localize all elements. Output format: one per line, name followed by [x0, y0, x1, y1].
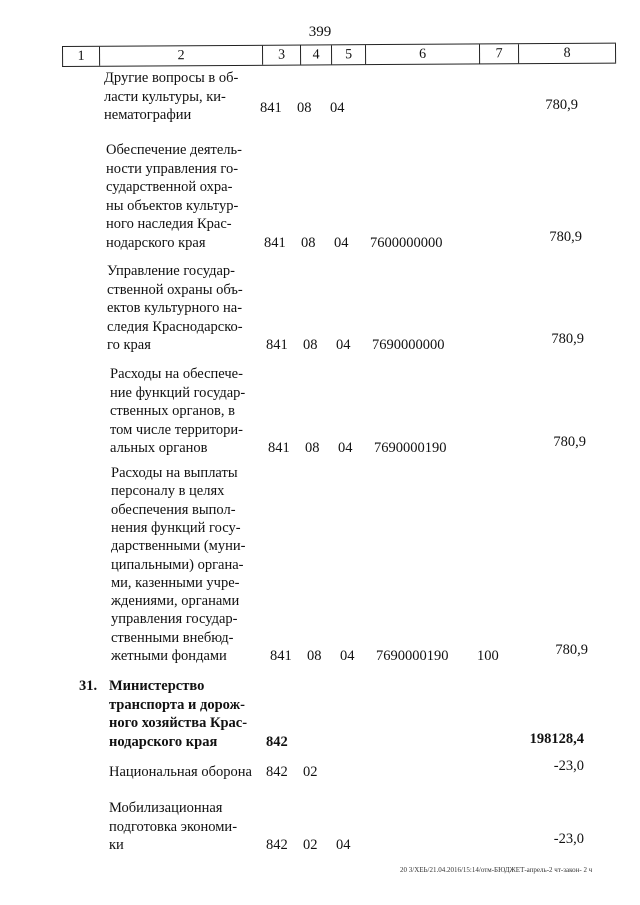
row-name-line: Расходы на выплаты: [111, 465, 238, 481]
column-header-6: 6: [366, 44, 480, 64]
row-code-section: 08: [297, 100, 312, 116]
column-header-2: 2: [100, 46, 263, 66]
row-name-line: Расходы на обеспече-: [110, 366, 243, 382]
table-row: [0, 678, 640, 754]
table-row: [0, 263, 640, 357]
row-code-admin: 841: [260, 100, 282, 116]
row-name-line: ждениями, органами: [111, 593, 240, 610]
row-number: 31.: [79, 678, 98, 694]
page-number: 399: [308, 24, 332, 40]
row-code-subsection: 04: [338, 440, 353, 456]
row-code-admin: 841: [270, 648, 292, 664]
row-code-section: 08: [301, 234, 316, 251]
table-row: [0, 142, 640, 255]
row-code-admin: 842: [266, 733, 288, 750]
row-code-admin: 842: [266, 764, 288, 780]
column-header-5: 5: [332, 45, 366, 64]
row-code-subsection: 04: [334, 234, 349, 251]
row-name-line: обеспечения выпол-: [111, 501, 236, 518]
row-code-expense-type: 100: [477, 648, 499, 664]
row-name-line: дарственными (муни-: [111, 538, 246, 555]
row-name-line: альных органов: [110, 440, 208, 456]
row-name-line: ласти культуры, ки-: [104, 88, 226, 105]
row-code-section: 08: [303, 337, 318, 353]
row-name-line: ственных органов, в: [110, 403, 235, 419]
row-name-line: ми, казенными учре-: [111, 574, 240, 591]
row-code-target: 7600000000: [370, 234, 443, 251]
row-code-subsection: 04: [336, 337, 351, 353]
row-code-target: 7690000190: [376, 648, 449, 664]
row-code-target: 7690000190: [374, 440, 447, 456]
row-amount: 780,9: [545, 97, 578, 113]
row-name-line: ципальными) органа-: [111, 556, 244, 573]
column-header-4: 4: [301, 45, 332, 64]
row-name-line: нематографии: [104, 107, 192, 123]
row-name-line: ности управления го-: [106, 160, 239, 177]
row-amount: -23,0: [553, 831, 584, 847]
row-name-line: ние функций государ-: [110, 384, 246, 401]
row-amount: 780,9: [551, 331, 584, 347]
row-name-line: управления государ-: [111, 611, 238, 628]
row-name-line: Национальная оборона: [109, 764, 252, 780]
row-name-line: жетными фондами: [111, 648, 227, 664]
row-code-section: 08: [305, 440, 320, 456]
row-code-section: 02: [303, 764, 318, 780]
row-name-line: ки: [109, 837, 124, 853]
row-name-line: следия Краснодарско-: [107, 318, 243, 335]
row-name-line: том числе территори-: [110, 421, 243, 438]
row-name-line: ного наследия Крас-: [106, 216, 232, 232]
row-code-admin: 841: [266, 337, 288, 353]
row-name-line: Управление государ-: [107, 263, 236, 279]
row-amount: 780,9: [553, 434, 586, 450]
row-amount: 780,9: [549, 228, 582, 245]
row-name-line: подготовка экономи-: [109, 818, 238, 835]
row-name-line: нодарского края: [109, 733, 218, 750]
row-code-admin: 841: [264, 234, 286, 251]
row-name-line: ственной охраны объ-: [107, 281, 243, 298]
row-name-line: сударственной охра-: [106, 179, 233, 195]
row-name-line: транспорта и дорож-: [109, 696, 245, 713]
column-header-8: 8: [519, 44, 616, 64]
row-code-subsection: 04: [336, 837, 351, 853]
table-header-row: [62, 43, 616, 67]
row-code-admin: 841: [268, 440, 290, 456]
column-header-1: 1: [63, 47, 100, 66]
table-row: [0, 366, 640, 460]
row-name-line: го края: [107, 337, 151, 353]
row-name-line: Другие вопросы в об-: [104, 70, 239, 86]
column-header-7: 7: [480, 44, 519, 63]
row-code-target: 7690000000: [372, 337, 445, 353]
row-name-line: нения функций госу-: [111, 519, 241, 536]
table-row: [0, 70, 640, 127]
row-code-admin: 842: [266, 837, 288, 853]
row-amount: 198128,4: [529, 730, 584, 747]
row-code-section: 08: [307, 648, 322, 664]
row-amount: 780,9: [555, 642, 588, 658]
table-row: [0, 800, 640, 857]
row-amount: -23,0: [553, 758, 584, 774]
table-row: [0, 465, 640, 668]
row-name-line: Министерство: [109, 678, 205, 694]
row-name-line: Обеспечение деятель-: [106, 142, 242, 158]
row-name-line: Мобилизационная: [109, 800, 223, 816]
table-row: [0, 758, 640, 784]
row-name-line: ственными внебюд-: [111, 629, 234, 646]
column-header-3: 3: [263, 46, 301, 65]
row-name-line: ного хозяйства Крас-: [109, 715, 248, 731]
row-name-line: персоналу в целях: [111, 483, 225, 500]
row-name-line: ны объектов культур-: [106, 197, 239, 214]
row-code-subsection: 04: [340, 648, 355, 664]
row-name-line: ектов культурного на-: [107, 300, 243, 316]
row-code-section: 02: [303, 837, 318, 853]
row-name-line: нодарского края: [106, 234, 206, 251]
row-code-subsection: 04: [330, 100, 345, 116]
footer-stamp: 20 3/ХЕЬ/21.04.2016/15:14/отм-БЮДЖЕТ-апрель-2 чт-закон- 2 ч: [400, 866, 593, 874]
